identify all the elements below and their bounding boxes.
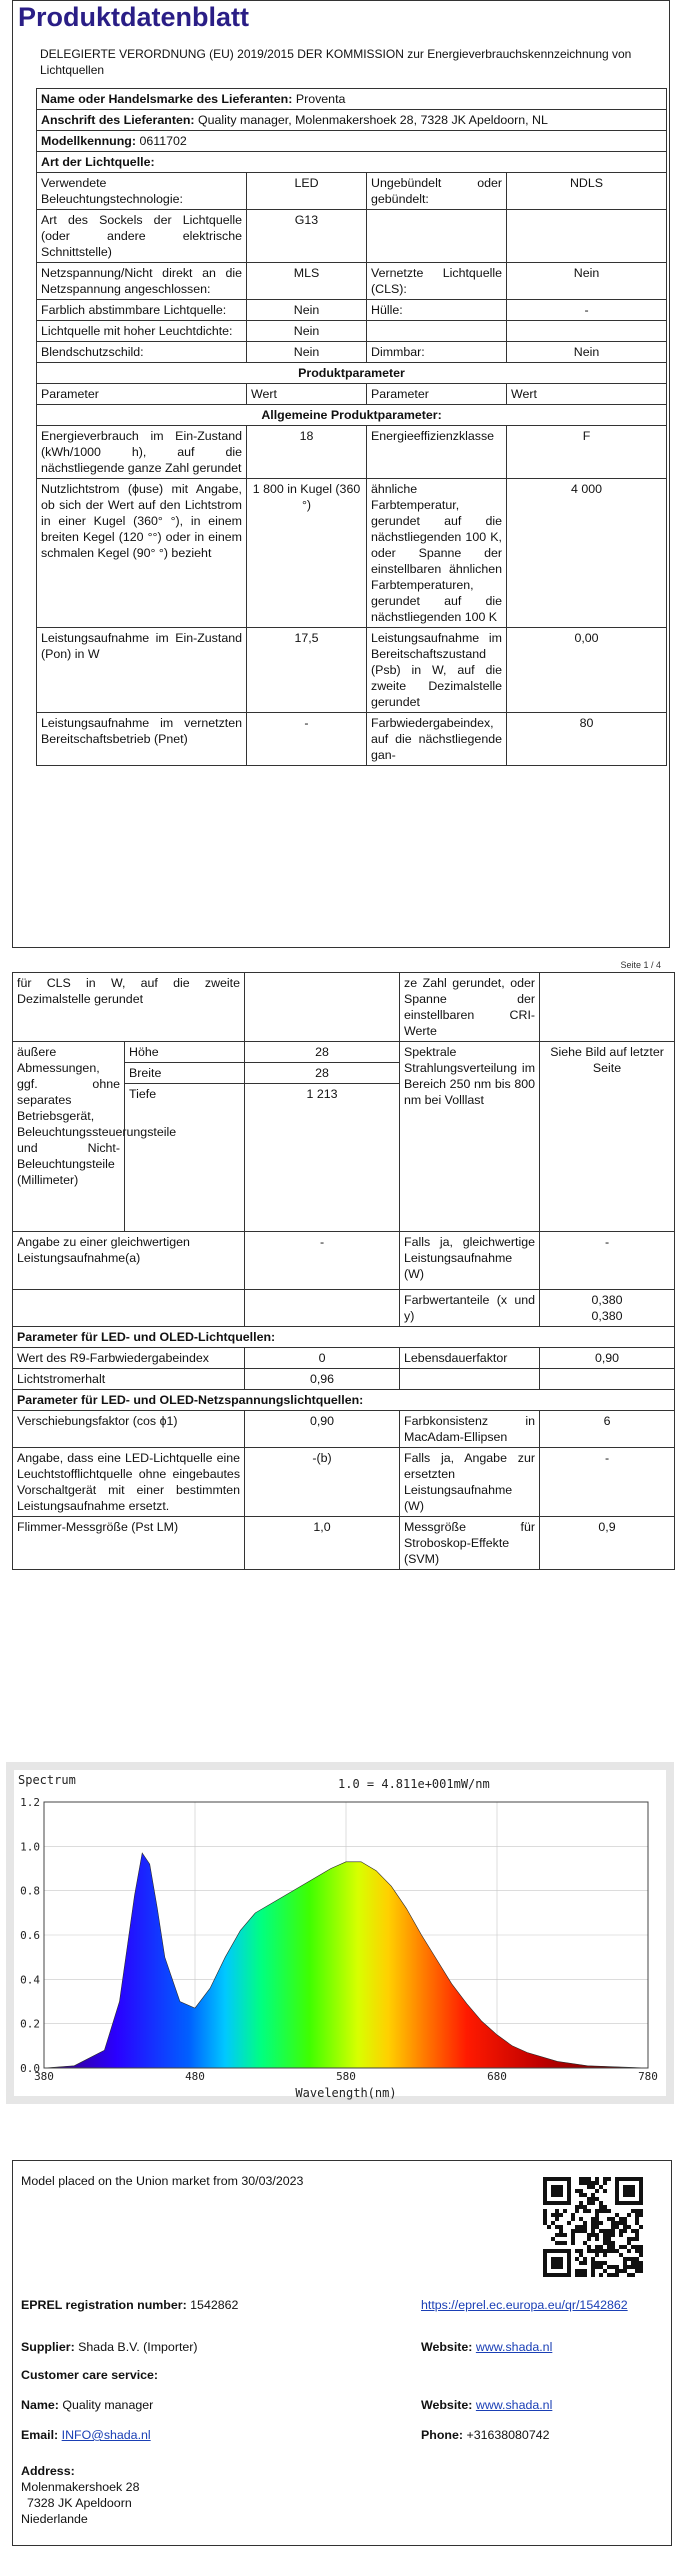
product-params-table-cont [12, 972, 675, 1570]
pon-value: 17,5 [247, 628, 367, 713]
depth-value: 1 213 [245, 1084, 400, 1232]
maint-value: 0,96 [245, 1369, 400, 1390]
depth-label: Tiefe [125, 1084, 245, 1232]
col-param-header: Parameter [37, 384, 247, 405]
voltage-label: Netzspannung/Nicht direkt an die Netzspannung angeschlossen: [37, 263, 247, 300]
x-tick-label: 480 [185, 2070, 205, 2083]
eprel-reg-label: EPREL registration number: [21, 2298, 187, 2312]
phone-value: +31638080742 [466, 2428, 550, 2442]
height-value: 28 [245, 1042, 400, 1063]
r9-label: Wert des R9-Farbwiedergabeindex [13, 1348, 245, 1369]
address-label: Address: [21, 2464, 75, 2478]
r9-value: 0 [245, 1348, 400, 1369]
antiglare-label: Blendschutzschild: [37, 342, 247, 363]
networked-label: Vernetzte Lichtquelle (CLS): [367, 263, 507, 300]
model-row: Modellkennung: 0611702 [37, 131, 667, 152]
dimmable-label: Dimmbar: [367, 342, 507, 363]
general-params-header: Allgemeine Produktparameter: [37, 405, 667, 426]
equiv-yes-value: - [540, 1232, 675, 1290]
voltage-value: MLS [247, 263, 367, 300]
energy-value: 18 [247, 426, 367, 479]
envelope-value: - [507, 300, 667, 321]
dims-label: äußere Abmessungen, ggf. ohne separates Betriebsgerät, Beleuchtungssteuerungsteile und Nicht-Beleuchtungsteile (Millimeter) [13, 1042, 125, 1232]
page-number: Seite 1 / 4 [620, 960, 661, 970]
supplier-address-row: Anschrift des Lieferanten: Quality manager, Molenmakershoek 28, 7328 JK Apeldoorn, NL [37, 110, 667, 131]
cri-label-cont: ze Zahl gerundet, oder Spanne der einstellbaren CRI-Werte [400, 973, 540, 1042]
cri-label: Farbwiedergabeindex, auf die nächstliegende gan- [367, 713, 507, 766]
equiv-value: - [245, 1232, 400, 1290]
svm-value: 0,9 [540, 1517, 675, 1570]
col-value-header: Wert [247, 384, 367, 405]
x-tick-label: 580 [336, 2070, 356, 2083]
y-tick-label: 0.8 [20, 1884, 40, 1898]
consist-value: 6 [540, 1411, 675, 1448]
spd-value: Siehe Bild auf letzter Seite [540, 1042, 675, 1232]
eclass-value: F [507, 426, 667, 479]
col-param-header-2: Parameter [367, 384, 507, 405]
consist-label: Farbkonsistenz in MacAdam-Ellipsen [400, 1411, 540, 1448]
eprel-reg-value: 1542862 [190, 2298, 239, 2312]
chroma-label: Farbwertanteile (x und y) [400, 1290, 540, 1327]
supplier-value: Shada B.V. (Importer) [78, 2340, 198, 2354]
flicker-label: Flimmer-Messgröße (Pst LM) [13, 1517, 245, 1570]
y-tick-label: 0.6 [20, 1929, 40, 1942]
supplier-label: Supplier: [21, 2340, 75, 2354]
pnet-label-cont: für CLS in W, auf die zweite Dezimalstelle gerundet [13, 973, 245, 1042]
eclass-label: Energieeffizienzklasse [367, 426, 507, 479]
chroma-x: 0,380 [591, 1293, 623, 1307]
website-label: Website: [421, 2340, 473, 2354]
pnet-value: - [247, 713, 367, 766]
col-value-header-2: Wert [507, 384, 667, 405]
name-label: Name: [21, 2398, 59, 2412]
regulation-text: DELEGIERTE VERORDNUNG (EU) 2019/2015 DER KOMMISSION zur Energieverbrauchskennzeichnung von Lichtquellen [40, 47, 632, 77]
spectrum-chart [6, 1762, 674, 2104]
equiv-yes-label: Falls ja, gleichwertige Leistungsaufnahme (W) [400, 1232, 540, 1290]
page-title: Produktdatenblatt [18, 2, 250, 32]
pon-label: Leistungsaufnahme im Ein-Zustand (Pon) in W [37, 628, 247, 713]
lightsource-type-header: Art der Lichtquelle: [37, 152, 667, 173]
claim-label: Angabe, dass eine LED-Lichtquelle eine Leuchtstofflichtquelle ohne eingebautes Vorschaltgerät mit einer bestimmten Leistungsaufnahme ersetzt. [13, 1448, 245, 1517]
svm-label: Messgröße für Stroboskop-Effekte (SVM) [400, 1517, 540, 1570]
product-params-header: Produktparameter [37, 363, 667, 384]
chroma-y: 0,380 [591, 1309, 623, 1323]
phone-label: Phone: [421, 2428, 463, 2442]
tunable-value: Nein [247, 300, 367, 321]
dpf-label: Verschiebungsfaktor (cos ϕ1) [13, 1411, 245, 1448]
claim-yes-label: Falls ja, Angabe zur ersetzten Leistungsaufnahme (W) [400, 1448, 540, 1517]
socket-value: G13 [247, 210, 367, 263]
x-tick-label: 780 [638, 2070, 658, 2083]
eprel-info-box [12, 2160, 672, 2546]
x-tick-label: 380 [34, 2070, 54, 2083]
energy-label: Energieverbrauch im Ein-Zustand (kWh/1000 h), auf die nächstliegende ganze Zahl gerundet [37, 426, 247, 479]
flux-value: 1 800 in Kugel (360 °) [247, 479, 367, 628]
unfocused-label: Ungebündelt oder gebündelt: [367, 173, 507, 210]
chart-title: Spectrum [18, 1773, 76, 1787]
dimmable-value: Nein [507, 342, 667, 363]
claim-yes-value: - [540, 1448, 675, 1517]
customer-care-label: Customer care service: [21, 2368, 159, 2382]
x-axis-label: Wavelength(nm) [295, 2086, 397, 2100]
psb-label: Leistungsaufnahme im Bereitschaftszustand (Psb) in W, auf die zweite Dezimalstelle gerundet [367, 628, 507, 713]
address-line-3: Niederlande [21, 2512, 88, 2526]
y-tick-label: 0.4 [20, 1973, 40, 1987]
flux-label: Nutzlichtstrom (ϕuse) mit Angabe, ob sich der Wert auf den Lichtstrom in einer Kugel (360° °), in einem breiten Kegel (120 °°) oder in einem schmalen Kegel (90° °) bezieht [37, 479, 247, 628]
cct-label: ähnliche Farbtemperatur, gerundet auf die nächstliegenden 100 K, oder Spanne der einstellbaren ähnlichen Farbtemperaturen, gerundet auf die nächstliegenden 100 K [367, 479, 507, 628]
tunable-label: Farblich abstimmbare Lichtquelle: [37, 300, 247, 321]
y-tick-label: 1.2 [20, 1796, 40, 1809]
email-link[interactable]: INFO@shada.nl [61, 2428, 151, 2442]
mains-params-header: Parameter für LED- und OLED-Netzspannungslichtquellen: [13, 1390, 675, 1411]
chroma-values [540, 1290, 675, 1327]
claim-value: -(b) [245, 1448, 400, 1517]
qr-code-icon[interactable] [543, 2177, 643, 2277]
eprel-url-link[interactable]: https://eprel.ec.europa.eu/qr/1542862 [421, 2298, 628, 2312]
pnet-label: Leistungsaufnahme im vernetzten Bereitschaftsbetrieb (Pnet) [37, 713, 247, 766]
market-text: Model placed on the Union market from 30/03/2023 [21, 2174, 304, 2188]
spd-label: Spektrale Strahlungsverteilung im Bereich 250 nm bis 800 nm bei Volllast [400, 1042, 540, 1232]
tech-value: LED [247, 173, 367, 210]
unfocused-value: NDLS [507, 173, 667, 210]
address-line-1: Molenmakershoek 28 [21, 2480, 140, 2494]
equiv-label: Angabe zu einer gleichwertigen Leistungsaufnahme(a) [13, 1232, 245, 1290]
cri-value: 80 [507, 713, 667, 766]
website2-label: Website: [421, 2398, 473, 2412]
y-tick-label: 0.2 [20, 2017, 40, 2031]
name-value: Quality manager [62, 2398, 154, 2412]
tech-label: Verwendete Beleuchtungstechnologie: [37, 173, 247, 210]
socket-label: Art des Sockels der Lichtquelle (oder andere elektrische Schnittstelle) [37, 210, 247, 263]
survival-label: Lebensdauerfaktor [400, 1348, 540, 1369]
chart-subtitle: 1.0 = 4.811e+001mW/nm [338, 1777, 490, 1791]
flicker-value: 1,0 [245, 1517, 400, 1570]
survival-value: 0,90 [540, 1348, 675, 1369]
dpf-value: 0,90 [245, 1411, 400, 1448]
product-info-table [36, 88, 667, 766]
height-label: Höhe [125, 1042, 245, 1063]
highlum-value: Nein [247, 321, 367, 342]
width-label: Breite [125, 1063, 245, 1084]
spectrum-chart-svg [6, 1762, 674, 2104]
website2-link[interactable]: www.shada.nl [475, 2398, 553, 2412]
led-params-header: Parameter für LED- und OLED-Lichtquellen: [13, 1327, 675, 1348]
email-label: Email: [21, 2428, 59, 2442]
y-tick-label: 0.0 [20, 2062, 40, 2075]
y-tick-label: 1.0 [20, 1840, 40, 1854]
highlum-label: Lichtquelle mit hoher Leuchtdichte: [37, 321, 247, 342]
width-value: 28 [245, 1063, 400, 1084]
x-tick-label: 680 [487, 2070, 507, 2083]
supplier-name-row: Name oder Handelsmarke des Lieferanten: Proventa [37, 89, 667, 110]
cct-value: 4 000 [507, 479, 667, 628]
maint-label: Lichtstromerhalt [13, 1369, 245, 1390]
networked-value: Nein [507, 263, 667, 300]
antiglare-value: Nein [247, 342, 367, 363]
website-link[interactable]: www.shada.nl [475, 2340, 553, 2354]
psb-value: 0,00 [507, 628, 667, 713]
address-line-2: 7328 JK Apeldoorn [27, 2496, 132, 2510]
envelope-label: Hülle: [367, 300, 507, 321]
